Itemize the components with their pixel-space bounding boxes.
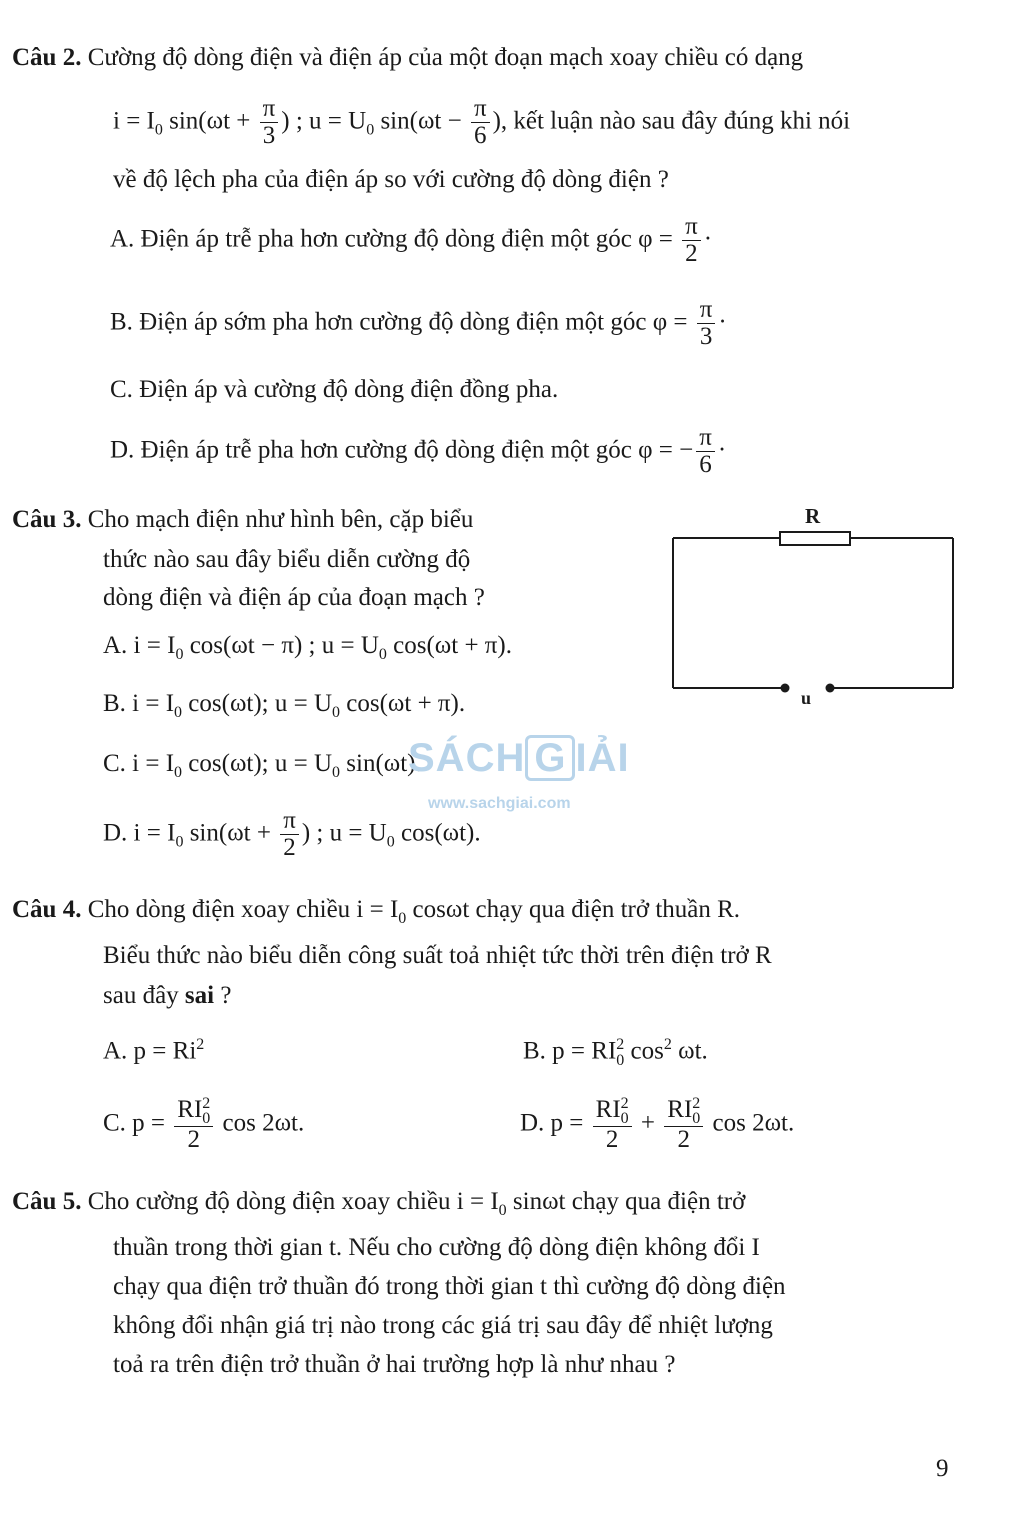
page-number: 9 [936, 1455, 949, 1482]
q4-line3: sau đây sai ? [103, 982, 232, 1009]
q2-d-frac: $\frac{\pi}{6}$ [696, 425, 715, 479]
q2-eq-i: i = I [113, 107, 155, 135]
q4-d-frac-1: RI 2 0 2 [593, 1096, 632, 1154]
q2-eq-u-end: ), kết luận nào sau đây đúng khi nói [492, 107, 851, 135]
q5-line2: thuần trong thời gian t. Nếu cho cường độ dòng điện không đổi I [113, 1234, 760, 1261]
q2-eq-i-end: ) [281, 107, 290, 135]
q2-text-1: Cường độ dòng điện và điện áp của một đoạn mạch xoay chiều có dạng [87, 44, 804, 71]
q3-line1 [12, 506, 473, 534]
q3-option-c: C. $i = I_0$ cos(ωt); $u = U_0$ sin(ωt). [103, 750, 422, 781]
q2-option-a: A. Điện áp trễ pha hơn cường độ dòng điện một góc φ = $\frac{\pi}{2}$ · [110, 213, 713, 268]
q2-eq-i-frac: $\frac{\pi}{3}$ [260, 96, 279, 150]
q2-eq-u-sub: 0 [366, 121, 375, 139]
q5-line1: Câu 5. Cho cường độ dòng điện xoay chiều $i = I_0$ sinωt chạy qua điện trở [12, 1188, 746, 1219]
voltage-label: u [801, 688, 812, 708]
watermark-logo: SÁCH G IẢI [408, 736, 630, 780]
q3-option-d: D. $i = I_0$ sin(ωt + $\frac{\pi}{2}$ ) ; $u = U_0$ cos(ωt). [103, 807, 481, 862]
q4-option-c: C. p = RI 2 0 2 cos 2ωt. [103, 1095, 305, 1154]
q4-d-frac-2: RI 2 0 2 [664, 1096, 703, 1154]
q4-line1: Câu 4. Cho dòng điện xoay chiều $i = I_0$ cosωt chạy qua điện trở thuần R. [12, 896, 741, 927]
q3-d-frac: $\frac{\pi}{2}$ [280, 808, 299, 862]
q4-c-frac: RI 2 0 2 [174, 1096, 213, 1154]
q2-eq-u-mid: sin(ωt − [374, 107, 468, 135]
q5-line4: không đổi nhận giá trị nào trong các giá trị sau đây để nhiệt lượng [113, 1312, 773, 1339]
q4-emphasis-sai: sai [184, 982, 215, 1009]
q2-eq-i-mid: sin(ωt + [162, 107, 257, 135]
q4-line2: Biểu thức nào biểu diễn công suất toả nhiệt tức thời trên điện trở R [103, 942, 772, 969]
q2-a-frac: $\frac{\pi}{2}$ [682, 214, 701, 268]
q2-equations [113, 96, 850, 150]
resistor-label: R [805, 504, 821, 528]
q2-option-c: C. Điện áp và cường độ dòng điện đồng pha. [110, 376, 559, 403]
watermark-url: www.sachgiai.com [428, 795, 571, 812]
q3-line3: dòng điện và điện áp của đoạn mạch ? [103, 584, 485, 611]
q2-option-b: B. Điện áp sớm pha hơn cường độ dòng điện một góc φ = $\frac{\pi}{3}$ · [110, 296, 727, 351]
q3-text-1: Cho mạch điện như hình bên, cặp biểu [87, 506, 474, 533]
q2-option-d: D. Điện áp trễ pha hơn cường độ dòng điện một góc φ = − $\frac{\pi}{6}$ · [110, 424, 727, 479]
q3-option-b: B. $i = I_0$ cos(ωt); $u = U_0$ cos(ωt + π). [103, 690, 466, 721]
q5-line5: toả ra trên điện trở thuần ở hai trường hợp là như nhau ? [113, 1351, 676, 1378]
circuit-diagram [665, 500, 965, 710]
q2-eq-u-frac: $\frac{\pi}{6}$ [471, 96, 490, 150]
q2-line1 [12, 44, 803, 72]
q2-b-frac: $\frac{\pi}{3}$ [697, 297, 716, 351]
q3-line2: thức nào sau đây biểu diễn cường độ [103, 546, 471, 573]
q5-label: Câu 5. [12, 1188, 82, 1215]
q4-option-b: B. p = RI 2 0 $\cos^2 \omega t$. [523, 1036, 708, 1069]
q4-label: Câu 4. [12, 896, 82, 923]
q3-label: Câu 3. [12, 506, 82, 533]
q2-eq-i-sub: 0 [154, 121, 163, 139]
q2-label: Câu 2. [12, 44, 82, 71]
q4-option-a: A. $p = Ri^2$ [103, 1036, 205, 1065]
q4-option-d: D. p = RI 2 0 2 + RI 2 0 2 cos 2ωt. [520, 1095, 795, 1154]
q2-eq-sep: ; u = U [289, 107, 367, 135]
q3-option-a: A. $i = I_0$ cos(ωt − π) ; $u = U_0$ cos(ωt + π). [103, 632, 512, 663]
q5-line3: chạy qua điện trở thuần đó trong thời gian t thì cường độ dòng điện [113, 1273, 786, 1300]
q2-line3: về độ lệch pha của điện áp so với cường độ dòng điện ? [113, 166, 669, 193]
terminal-left [781, 684, 790, 693]
resistor [780, 532, 850, 545]
